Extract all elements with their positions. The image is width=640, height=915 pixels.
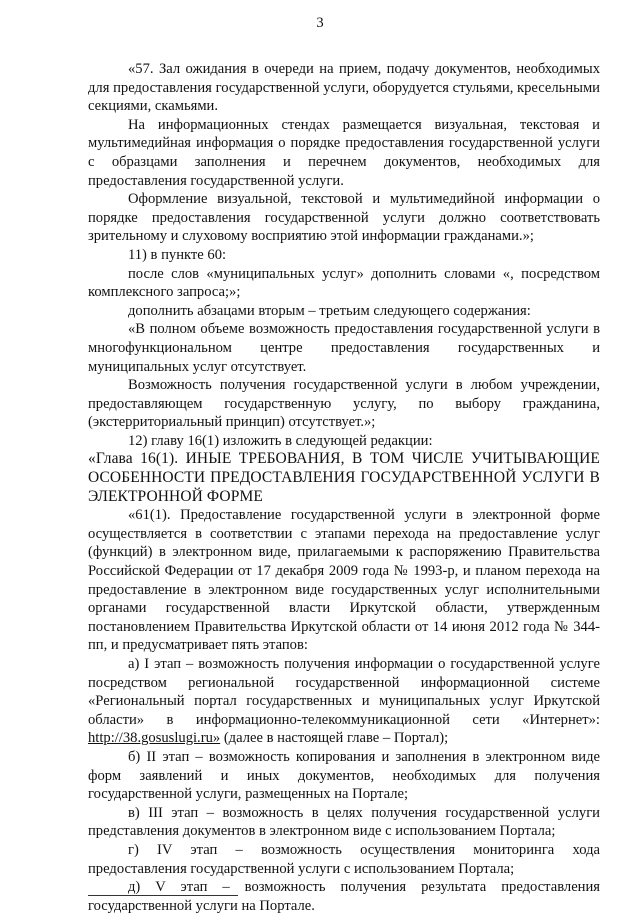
paragraph-after-words: после слов «муниципальных услуг» дополнить словами «, посредством комплексного запроса;»; xyxy=(88,265,600,301)
paragraph-stage-1 xyxy=(88,655,600,748)
page-number: 3 xyxy=(316,15,324,31)
stage-1-tail: (далее в настоящей главе – Портал); xyxy=(220,730,449,747)
paragraph-stage-3: в) III этап – возможность в целях получения государственной услуги представления документов в электронном виде с использованием Портала; xyxy=(88,804,600,840)
paragraph-item-11: 11) в пункте 60: xyxy=(128,246,227,263)
paragraph-full-volume: «В полном объеме возможность предоставления государственной услуги в многофункциональном центре предоставления государственных и муниципальных услуг отсутствует. xyxy=(88,321,600,375)
footnote-divider xyxy=(88,895,238,896)
paragraph-61-1: «61(1). Предоставление государственной услуги в электронной форме осуществляется в соответствии с этапами перехода на предоставление услуг (функций) в электронном виде, прилагаемыми к распоряжению Правительства Российской Федерации от 17 декабря 2009 года № 1993-р, и планом перехода на предоставление в электронном виде государственных услуг исполнительными органами государственной власти Иркутской области, утвержденным постановлением Правительства Иркутской области от 14 июня 2012 года № 344-пп, и предусматривает пять этапов: xyxy=(88,507,600,654)
paragraph-info-stands: На информационных стендах размещается визуальная, текстовая и мультимедийная информация о порядке предоставления государственной услуги с образцами заполнения и перечнем документов, необходимых для предоставления государственной услуги. xyxy=(88,116,600,189)
portal-link[interactable]: http://38.gosuslugi.ru» xyxy=(88,730,221,747)
paragraph-extraterritorial: Возможность получения государственной услуги в любом учреждении, предоставляющем государственную услугу, по выбору гражданина, (экстерриториальный принцип) отсутствует.»; xyxy=(88,377,600,431)
document-body xyxy=(88,60,600,915)
paragraph-stage-5: д) V этап – возможность получения результата предоставления государственной услуги на Портале. xyxy=(88,879,600,914)
paragraph-design: Оформление визуальной, текстовой и мультимедийной информации о порядке предоставления государственной услуги должно соответствовать зрительному и слуховому восприятию этой информации гражданами.»; xyxy=(88,191,600,245)
paragraph-add-abzats: дополнить абзацами вторым – третьим следующего содержания: xyxy=(128,302,531,319)
stage-1-text: а) I этап – возможность получения информации о государственной услуге посредством региональной государственной информационной системе «Региональный портал государственных и муниципальных услуг Иркутской области» в информационно-телекоммуникационной сети «Интернет»: xyxy=(88,656,600,728)
paragraph-item-12: 12) главу 16(1) изложить в следующей редакции: xyxy=(128,432,433,449)
chapter-heading: «Глава 16(1). ИНЫЕ ТРЕБОВАНИЯ, В ТОМ ЧИСЛЕ УЧИТЫВАЮЩИЕ ОСОБЕННОСТИ ПРЕДОСТАВЛЕНИЯ ГОСУДАРСТВЕННОЙ УСЛУГИ В ЭЛЕКТРОННОЙ ФОРМЕ xyxy=(88,450,600,505)
paragraph-stage-2: б) II этап – возможность копирования и заполнения в электронном виде форм заявлений и иных документов, необходимых для получения государственной услуги, размещенных на Портале; xyxy=(88,748,600,803)
paragraph-stage-4: г) IV этап – возможность осуществления мониторинга хода предоставления государственной услуги с использованием Портала; xyxy=(88,841,600,877)
paragraph-57: «57. Зал ожидания в очереди на прием, подачу документов, необходимых для предоставления государственной услуги, оборудуется стульями, кресельными секциями, скамьями. xyxy=(88,61,600,115)
